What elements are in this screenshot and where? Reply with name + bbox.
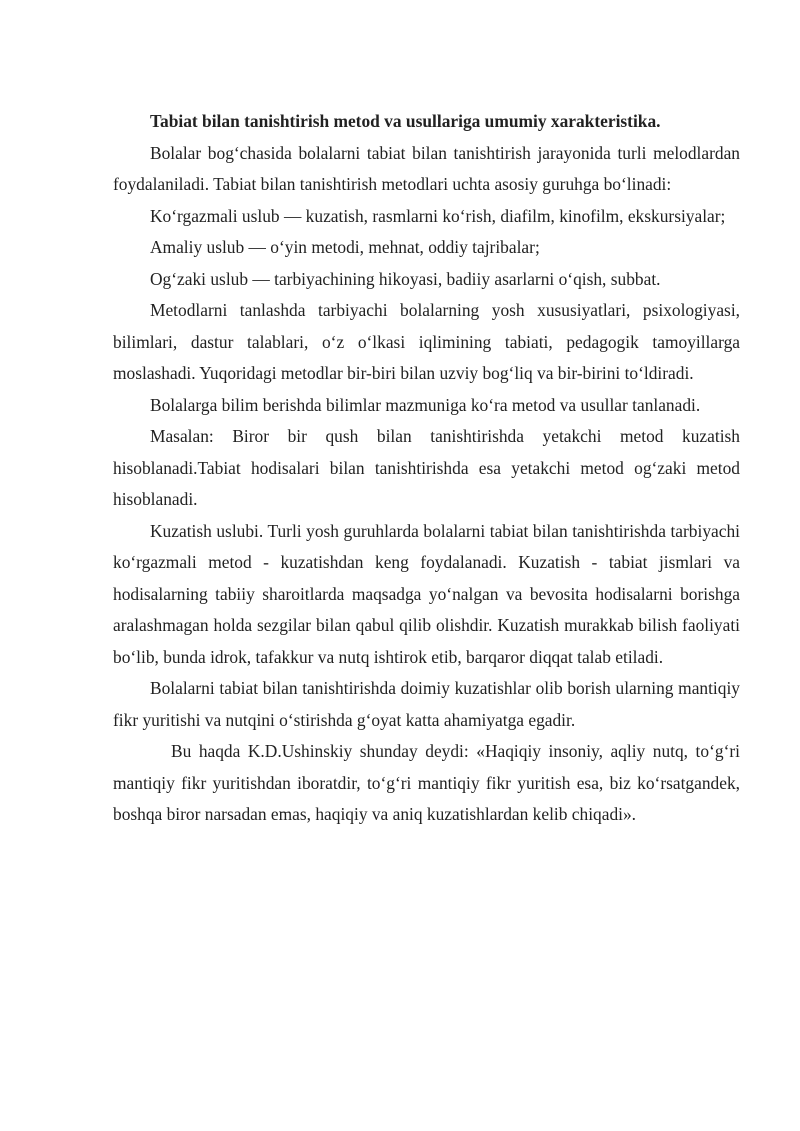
paragraph-ushinskiy-quote: Bu haqda K.D.Ushinskiy shunday deydi: «Haqiqiy insoniy, aqliy nutq, to‘g‘ri mantiqiy fikr yuritishdan iboratdir, to‘g‘ri mantiqiy fikr yuritish esa, biz ko‘rsatgandek, boshqa biror narsadan emas, haqiqiy va aniq kuzatishlardan kelib chiqadi». (113, 741, 740, 824)
paragraph-verbal-method: Og‘zaki uslub — tarbiyachining hikoyasi, badiiy asarlarni o‘qish, subbat. (150, 268, 661, 289)
paragraph-example: Masalan: Biror bir qush bilan tanishtirishda yetakchi metod kuzatish hisoblanadi.Tabiat hodisalari bilan tanishtirishda esa yetakchi metod og‘zaki metod hisoblanadi. (113, 426, 740, 509)
paragraph-visual-method: Ko‘rgazmali uslub — kuzatish, rasmlarni ko‘rish, diafilm, kinofilm, ekskursiyalar; (150, 205, 726, 226)
paragraph-continuous-observation: Bolalarni tabiat bilan tanishtirishda doimiy kuzatishlar olib borish ularning mantiqiy fikr yuritishi va nutqini o‘stirishda g‘oyat katta ahamiyatga egadir. (113, 678, 740, 730)
document-page (113, 106, 740, 831)
paragraph-observation-method: Kuzatish uslubi. Turli yosh guruhlarda bolalarni tabiat bilan tanishtirishda tarbiyachi ko‘rgazmali metod - kuzatishdan keng foydalanadi. Kuzatish - tabiat jismlari va hodisalarning tabiiy sharoitlarda maqsadga yo‘nalgan va bevosita hodisalarni borishga aralashmagan holda sezgilar bilan qabul qilib olishdir. Kuzatish murakkab bilish faoliyati bo‘lib, bunda idrok, tafakkur va nutq ishtirok etib, barqaror diqqat talab etiladi. (113, 520, 740, 667)
paragraph-practical-method: Amaliy uslub — o‘yin metodi, mehnat, oddiy tajribalar; (150, 237, 540, 257)
paragraph-method-selection: Metodlarni tanlashda tarbiyachi bolalarning yosh xususiyatlari, psixologiyasi, bilimlari, dastur talablari, o‘z o‘lkasi iqlimining tabiati, pedagogik tamoyillarga moslashadi. Yuqoridagi metodlar bir-biri bilan uzviy bog‘liq va bir-birini to‘ldiradi. (113, 300, 740, 383)
document-title: Tabiat bilan tanishtirish metod va usullariga umumiy xarakteristika. (150, 111, 661, 131)
paragraph-intro: Bolalar bog‘chasida bolalarni tabiat bilan tanishtirish jarayonida turli melodlardan foydalaniladi. Tabiat bilan tanishtirish metodlari uchta asosiy guruhga bo‘linadi: (113, 142, 740, 194)
paragraph-knowledge-content: Bolalarga bilim berishda bilimlar mazmuniga ko‘ra metod va usullar tanlanadi. (150, 394, 701, 415)
